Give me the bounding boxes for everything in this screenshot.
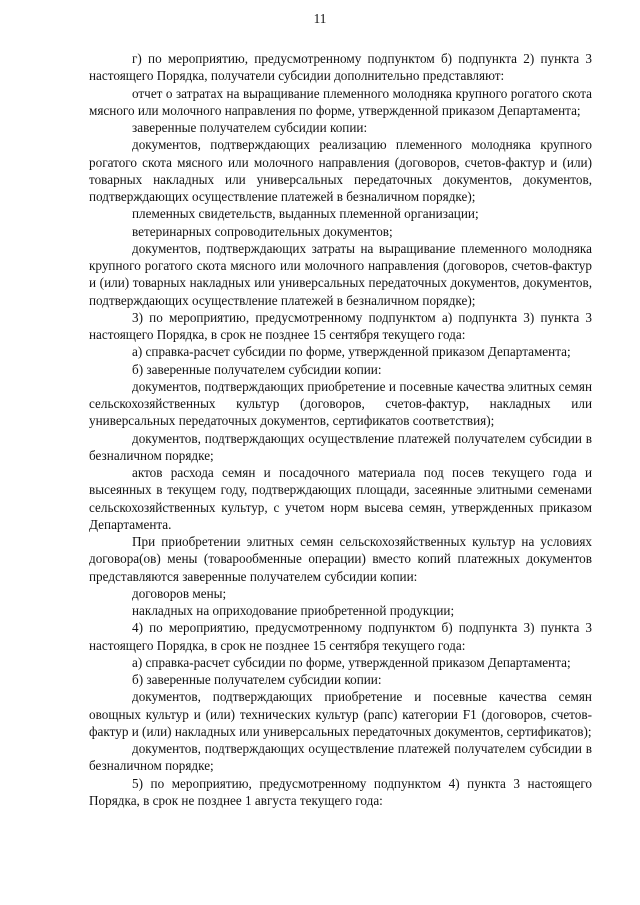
paragraph: отчет о затратах на выращивание племенного молодняка крупного рогатого скота мясного или молочного направления по форме, утвержденной приказом Департамента; <box>89 85 592 118</box>
page-number: 11 <box>313 11 327 26</box>
paragraph: документов, подтверждающих осуществление платежей получателем субсидии в безналичном порядке; <box>89 430 592 463</box>
document-body <box>89 50 592 809</box>
paragraph: документов, подтверждающих реализацию племенного молодняка крупного рогатого скота мясного или молочного направления (договоров, счетов-фактур и (или) товарных накладных или универсальных передаточных документов, документов, подтверждающих осуществление платежей в безналичном порядке); <box>89 137 592 204</box>
paragraph: г) по мероприятию, предусмотренному подпунктом б) подпункта 2) пункта 3 настоящего Порядка, получатели субсидии дополнительно представляют: <box>89 51 592 84</box>
paragraph: 3) по мероприятию, предусмотренному подпунктом а) подпункта 3) пункта 3 настоящего Порядка, в срок не позднее 15 сентября текущего года: <box>89 309 592 342</box>
paragraph: а) справка-расчет субсидии по форме, утвержденной приказом Департамента; <box>132 654 571 670</box>
paragraph: заверенные получателем субсидии копии: <box>132 120 368 135</box>
paragraph: актов расхода семян и посадочного материала под посев текущего года и высеянных в текущем году, подтверждающих площади, засеянные элитными семенами сельскохозяйственных культур, с учетом норм высева семян, утвержденных приказом Департамента. <box>89 465 592 532</box>
paragraph: При приобретении элитных семян сельскохозяйственных культур на условиях договора(ов) мены (товарообменные операции) вместо копий платежных документов представляются заверенные получателем субсидии копии: <box>89 534 592 584</box>
paragraph: 4) по мероприятию, предусмотренному подпунктом б) подпункта 3) пункта 3 настоящего Порядка, в срок не позднее 15 сентября текущего года: <box>89 620 592 653</box>
paragraph: накладных на оприходование приобретенной продукции; <box>132 603 455 618</box>
paragraph: а) справка-расчет субсидии по форме, утвержденной приказом Департамента; <box>132 344 571 360</box>
paragraph: документов, подтверждающих приобретение и посевные качества семян овощных культур и (или) технических культур (рапс) категории F1 (договоров, счетов-фактур и (или) накладных или универсальных передаточных документов, сертификатов); <box>89 689 592 739</box>
paragraph: б) заверенные получателем субсидии копии: <box>132 672 382 687</box>
paragraph: документов, подтверждающих приобретение и посевные качества элитных семян сельскохозяйственных культур (договоров, счетов-фактур, накладных или универсальных передаточных документов, сертификатов соответствия); <box>89 378 592 429</box>
paragraph: б) заверенные получателем субсидии копии: <box>132 361 382 377</box>
paragraph: документов, подтверждающих осуществление платежей получателем субсидии в безналичном порядке; <box>89 741 592 774</box>
paragraph: 5) по мероприятию, предусмотренному подпунктом 4) пункта 3 настоящего Порядка, в срок не позднее 1 августа текущего года: <box>89 775 592 808</box>
paragraph: племенных свидетельств, выданных племенной организации; <box>132 206 479 222</box>
paragraph: документов, подтверждающих затраты на выращивание племенного молодняка крупного рогатого скота мясного или молочного направления (договоров, счетов-фактур и (или) товарных накладных или универсальных передаточных документов, документов, подтверждающих осуществление платежей в безналичном порядке); <box>89 240 592 308</box>
paragraph: ветеринарных сопроводительных документов; <box>132 223 393 239</box>
paragraph: договоров мены; <box>132 585 227 601</box>
